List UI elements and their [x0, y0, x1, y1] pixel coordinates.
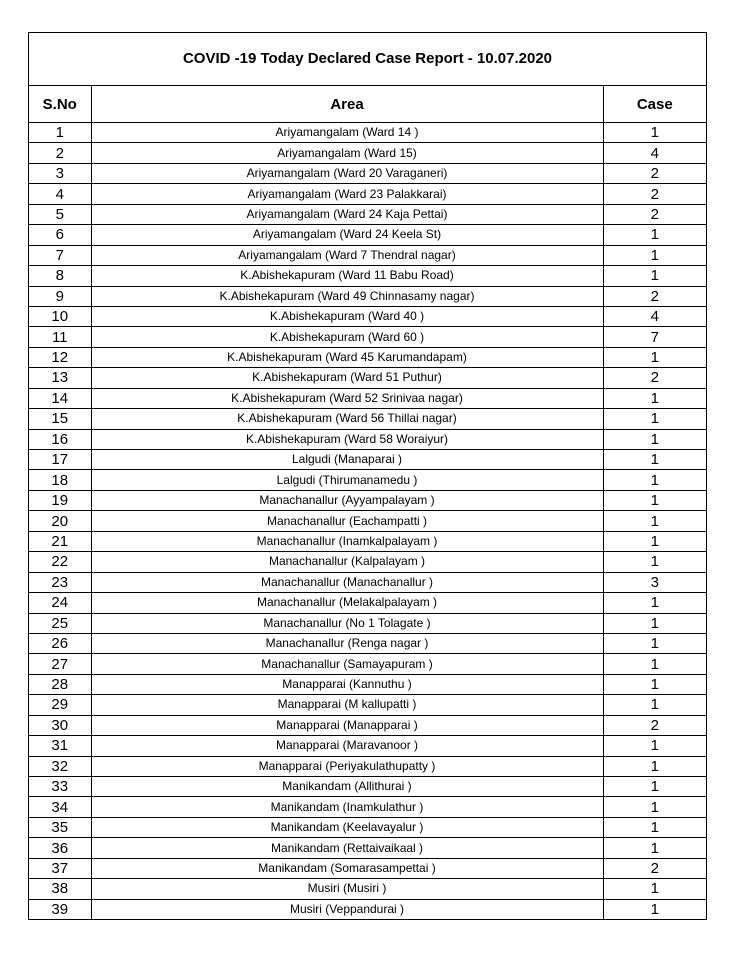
table-row — [29, 225, 706, 245]
cell-sno: 19 — [29, 490, 91, 510]
cell-sno: 18 — [29, 470, 91, 490]
report-sheet — [28, 32, 707, 920]
cell-area: Musiri (Musiri ) — [91, 879, 603, 899]
table-body — [29, 123, 706, 920]
table-row — [29, 490, 706, 510]
table-row — [29, 817, 706, 837]
cell-sno: 36 — [29, 838, 91, 858]
cell-case: 1 — [603, 490, 706, 510]
table-row — [29, 429, 706, 449]
cell-sno: 16 — [29, 429, 91, 449]
cell-area: Ariyamangalam (Ward 15) — [91, 143, 603, 163]
cell-case: 1 — [603, 633, 706, 653]
cell-sno: 5 — [29, 204, 91, 224]
cell-area: K.Abishekapuram (Ward 49 Chinnasamy nagar) — [91, 286, 603, 306]
table-row — [29, 593, 706, 613]
cell-area: Musiri (Veppandurai ) — [91, 899, 603, 919]
cell-case: 1 — [603, 409, 706, 429]
table-row — [29, 674, 706, 694]
report-title: COVID -19 Today Declared Case Report - 10.07.2020 — [29, 33, 706, 86]
table-row — [29, 613, 706, 633]
cell-sno: 38 — [29, 879, 91, 899]
cell-area: Ariyamangalam (Ward 24 Kaja Pettai) — [91, 204, 603, 224]
table-row — [29, 572, 706, 592]
cell-area: K.Abishekapuram (Ward 56 Thillai nagar) — [91, 409, 603, 429]
cell-case: 1 — [603, 225, 706, 245]
cell-area: Manachanallur (Eachampatti ) — [91, 511, 603, 531]
cell-area: Ariyamangalam (Ward 20 Varaganeri) — [91, 163, 603, 183]
table-row — [29, 347, 706, 367]
cell-area: Manapparai (Periyakulathupatty ) — [91, 756, 603, 776]
table-row — [29, 266, 706, 286]
cell-case: 1 — [603, 613, 706, 633]
cell-case: 7 — [603, 327, 706, 347]
cell-area: Lalgudi (Thirumanamedu ) — [91, 470, 603, 490]
cell-area: K.Abishekapuram (Ward 60 ) — [91, 327, 603, 347]
cell-sno: 35 — [29, 817, 91, 837]
column-header-case: Case — [603, 86, 706, 123]
cell-case: 2 — [603, 286, 706, 306]
cell-area: Ariyamangalam (Ward 23 Palakkarai) — [91, 184, 603, 204]
cell-sno: 27 — [29, 654, 91, 674]
cell-sno: 39 — [29, 899, 91, 919]
table-row — [29, 797, 706, 817]
table-row — [29, 327, 706, 347]
cell-area: Manikandam (Inamkulathur ) — [91, 797, 603, 817]
cell-sno: 24 — [29, 593, 91, 613]
cell-sno: 23 — [29, 572, 91, 592]
cell-case: 1 — [603, 266, 706, 286]
cell-case: 2 — [603, 858, 706, 878]
column-header-area: Area — [91, 86, 603, 123]
cell-area: Manachanallur (Inamkalpalayam ) — [91, 531, 603, 551]
cell-sno: 7 — [29, 245, 91, 265]
cell-case: 1 — [603, 777, 706, 797]
table-row — [29, 450, 706, 470]
cell-case: 1 — [603, 797, 706, 817]
table-row — [29, 143, 706, 163]
cell-case: 2 — [603, 163, 706, 183]
cell-sno: 11 — [29, 327, 91, 347]
cell-sno: 22 — [29, 552, 91, 572]
cell-sno: 15 — [29, 409, 91, 429]
cell-case: 1 — [603, 654, 706, 674]
cell-area: Manachanallur (Manachanallur ) — [91, 572, 603, 592]
cell-sno: 2 — [29, 143, 91, 163]
cell-sno: 1 — [29, 123, 91, 143]
table-row — [29, 511, 706, 531]
table-row — [29, 123, 706, 143]
cell-case: 1 — [603, 470, 706, 490]
table-row — [29, 163, 706, 183]
cell-case: 4 — [603, 143, 706, 163]
table-row — [29, 552, 706, 572]
table-row — [29, 306, 706, 326]
cell-area: Manikandam (Somarasampettai ) — [91, 858, 603, 878]
cell-area: Manachanallur (Kalpalayam ) — [91, 552, 603, 572]
table-row — [29, 286, 706, 306]
cell-area: Manapparai (Manapparai ) — [91, 715, 603, 735]
cell-case: 2 — [603, 715, 706, 735]
cell-sno: 21 — [29, 531, 91, 551]
cell-case: 1 — [603, 429, 706, 449]
cell-area: Manachanallur (Ayyampalayam ) — [91, 490, 603, 510]
cell-case: 2 — [603, 184, 706, 204]
cell-sno: 37 — [29, 858, 91, 878]
cell-area: Manapparai (M kallupatti ) — [91, 695, 603, 715]
cell-sno: 33 — [29, 777, 91, 797]
table-row — [29, 858, 706, 878]
cell-sno: 32 — [29, 756, 91, 776]
table-row — [29, 388, 706, 408]
table-row — [29, 879, 706, 899]
cell-case: 1 — [603, 593, 706, 613]
cell-area: Manachanallur (Melakalpalayam ) — [91, 593, 603, 613]
cell-case: 1 — [603, 736, 706, 756]
cell-sno: 17 — [29, 450, 91, 470]
cell-area: K.Abishekapuram (Ward 58 Woraiyur) — [91, 429, 603, 449]
cell-sno: 29 — [29, 695, 91, 715]
cell-area: Ariyamangalam (Ward 24 Keela St) — [91, 225, 603, 245]
table-row — [29, 470, 706, 490]
cell-case: 3 — [603, 572, 706, 592]
header-row — [29, 86, 706, 123]
table-row — [29, 777, 706, 797]
cell-sno: 3 — [29, 163, 91, 183]
cell-case: 1 — [603, 899, 706, 919]
cell-case: 1 — [603, 817, 706, 837]
cell-case: 1 — [603, 245, 706, 265]
table-header — [29, 86, 706, 123]
cell-case: 1 — [603, 123, 706, 143]
cell-area: Manapparai (Maravanoor ) — [91, 736, 603, 756]
column-header-sno: S.No — [29, 86, 91, 123]
cell-sno: 25 — [29, 613, 91, 633]
cell-case: 1 — [603, 674, 706, 694]
cell-sno: 6 — [29, 225, 91, 245]
cell-area: Manikandam (Keelavayalur ) — [91, 817, 603, 837]
cell-case: 2 — [603, 204, 706, 224]
cell-case: 1 — [603, 347, 706, 367]
cell-area: Manachanallur (Samayapuram ) — [91, 654, 603, 674]
cell-area: Lalgudi (Manaparai ) — [91, 450, 603, 470]
cell-case: 1 — [603, 879, 706, 899]
table-row — [29, 715, 706, 735]
cell-sno: 10 — [29, 306, 91, 326]
table-row — [29, 838, 706, 858]
cell-area: Manachanallur (No 1 Tolagate ) — [91, 613, 603, 633]
table-row — [29, 368, 706, 388]
cell-case: 2 — [603, 368, 706, 388]
cell-sno: 13 — [29, 368, 91, 388]
cell-area: Manikandam (Rettaivaikaal ) — [91, 838, 603, 858]
table-row — [29, 409, 706, 429]
cell-sno: 14 — [29, 388, 91, 408]
cell-case: 1 — [603, 838, 706, 858]
cell-case: 1 — [603, 552, 706, 572]
cell-sno: 26 — [29, 633, 91, 653]
table-row — [29, 654, 706, 674]
cell-sno: 28 — [29, 674, 91, 694]
cell-sno: 9 — [29, 286, 91, 306]
cell-sno: 4 — [29, 184, 91, 204]
cell-case: 1 — [603, 531, 706, 551]
case-table — [29, 86, 706, 919]
cell-area: Ariyamangalam (Ward 7 Thendral nagar) — [91, 245, 603, 265]
cell-sno: 8 — [29, 266, 91, 286]
cell-case: 1 — [603, 511, 706, 531]
table-row — [29, 531, 706, 551]
table-row — [29, 695, 706, 715]
cell-sno: 12 — [29, 347, 91, 367]
table-row — [29, 245, 706, 265]
cell-case: 1 — [603, 695, 706, 715]
cell-sno: 31 — [29, 736, 91, 756]
cell-area: K.Abishekapuram (Ward 11 Babu Road) — [91, 266, 603, 286]
cell-case: 1 — [603, 388, 706, 408]
table-row — [29, 184, 706, 204]
table-row — [29, 899, 706, 919]
cell-case: 1 — [603, 756, 706, 776]
cell-case: 4 — [603, 306, 706, 326]
cell-sno: 30 — [29, 715, 91, 735]
table-row — [29, 736, 706, 756]
table-row — [29, 633, 706, 653]
cell-area: Manapparai (Kannuthu ) — [91, 674, 603, 694]
cell-area: Ariyamangalam (Ward 14 ) — [91, 123, 603, 143]
table-row — [29, 204, 706, 224]
cell-area: Manachanallur (Renga nagar ) — [91, 633, 603, 653]
cell-area: Manikandam (Allithurai ) — [91, 777, 603, 797]
cell-case: 1 — [603, 450, 706, 470]
cell-sno: 20 — [29, 511, 91, 531]
table-row — [29, 756, 706, 776]
cell-area: K.Abishekapuram (Ward 52 Srinivaa nagar) — [91, 388, 603, 408]
cell-sno: 34 — [29, 797, 91, 817]
cell-area: K.Abishekapuram (Ward 51 Puthur) — [91, 368, 603, 388]
cell-area: K.Abishekapuram (Ward 45 Karumandapam) — [91, 347, 603, 367]
cell-area: K.Abishekapuram (Ward 40 ) — [91, 306, 603, 326]
